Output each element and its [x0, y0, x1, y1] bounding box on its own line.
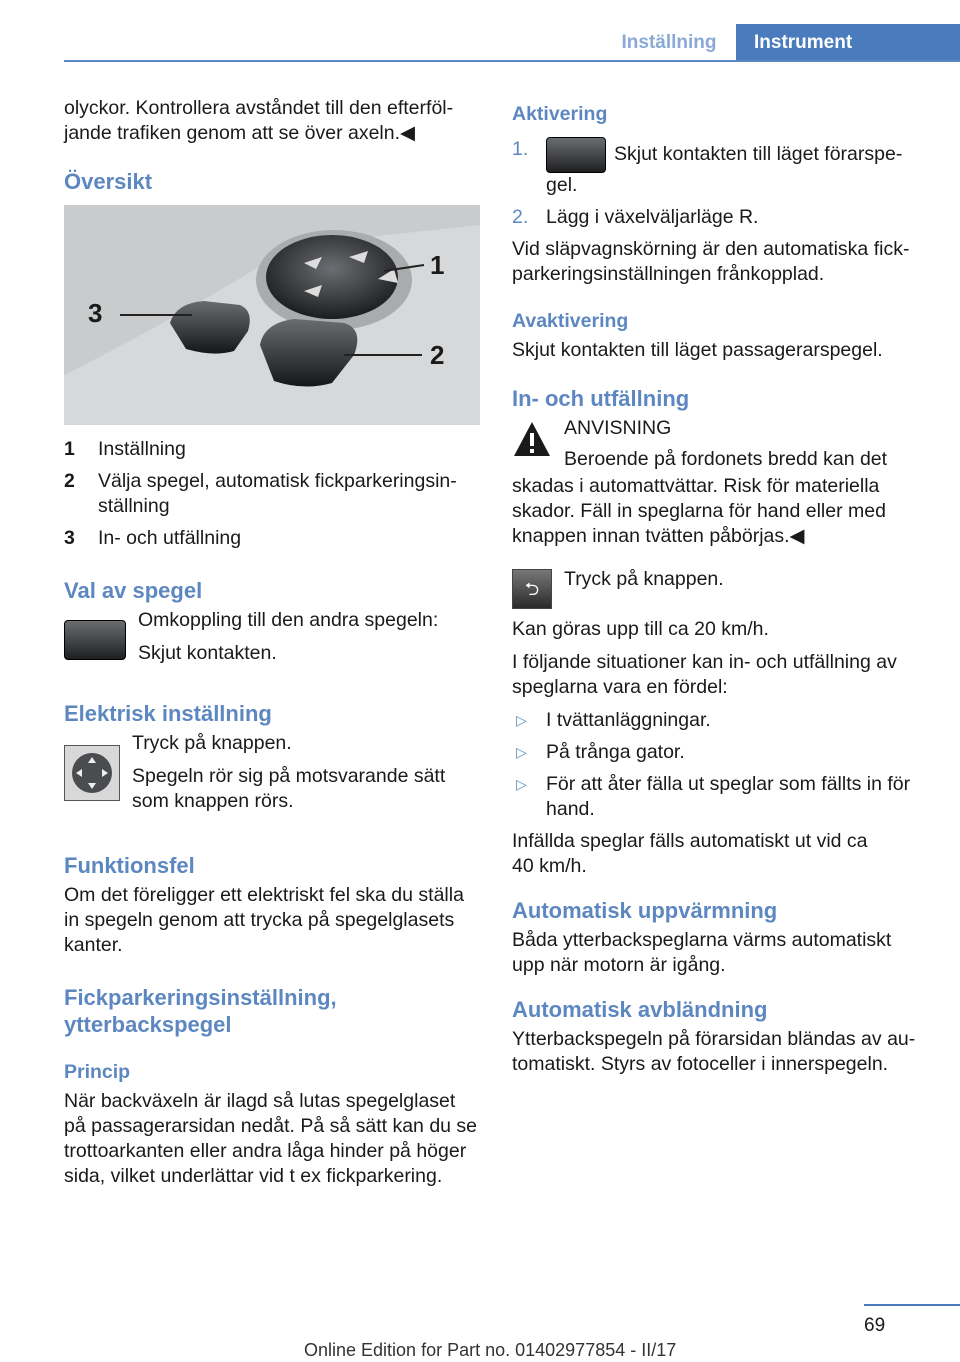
situation-list — [512, 708, 928, 822]
legend-item — [64, 437, 480, 462]
val-av-spegel-row — [64, 608, 480, 674]
bullet-text: I tvättanläggningar. — [546, 709, 711, 731]
photo-label-1: 1 — [430, 250, 445, 280]
mirror-select-switch-icon — [546, 137, 606, 173]
princip-heading: Princip — [64, 1061, 131, 1083]
legend-text: Inställning — [98, 438, 186, 460]
avaktivering-heading: Avaktivering — [512, 310, 629, 332]
legend-number: 2 — [64, 470, 75, 492]
bullet-text: På trånga gator. — [546, 741, 685, 763]
elektrisk-p1: Tryck på knappen. — [132, 732, 292, 754]
warning-label: ANVISNING — [564, 417, 672, 439]
legend-number: 1 — [64, 438, 75, 460]
list-item — [512, 708, 928, 733]
val-p2: Skjut kontakten. — [138, 642, 277, 664]
photo-label-3: 3 — [88, 298, 103, 328]
fickparkering-heading: Fickparkeringsinställning, ytterbackspegel — [64, 985, 337, 1037]
warning-notice — [512, 416, 928, 472]
mirror-control-illustration — [64, 205, 480, 425]
warning-text-first: Beroende på fordonets bredd kan det — [564, 448, 888, 470]
tryck-text: Tryck på knappen. — [564, 568, 724, 590]
avblandning-text: Ytterbackspegeln på förarsidan bländas av au‐tomatiskt. Styrs av fotoceller i innerspegeln. — [512, 1028, 916, 1075]
triangle-bullet-icon: ▷ — [516, 744, 527, 760]
step-text: Skjut kontakten till läget förarspe‐gel. — [546, 143, 903, 196]
photo-legend — [64, 437, 480, 551]
edition-footer: Online Edition for Part no. 01402977854 - II/17 — [304, 1340, 677, 1360]
list-item — [512, 740, 928, 765]
step-number: 1. — [512, 138, 529, 160]
aktivering-step — [512, 205, 928, 230]
aktivering-heading: Aktivering — [512, 103, 608, 125]
val-av-spegel-heading: Val av spegel — [64, 578, 203, 603]
step-number: 2. — [512, 206, 529, 228]
uppvarmning-heading: Automatisk uppvärmning — [512, 898, 778, 923]
uppvarmning-text: Båda ytterbackspeglarna värms automatiskt upp när motorn är igång. — [512, 929, 892, 976]
aktivering-step — [512, 137, 928, 198]
triangle-bullet-icon: ▷ — [516, 712, 527, 728]
header-divider — [64, 60, 960, 62]
mirror-control-photo — [64, 205, 480, 425]
warning-triangle-icon — [512, 420, 552, 460]
list-item — [512, 772, 928, 822]
left-column — [64, 96, 480, 1197]
intro-paragraph: olyckor. Kontrollera avståndet till den efterföl‐jande trafiken genom att se över axeln.◀ — [64, 97, 454, 144]
legend-item — [64, 469, 480, 519]
header-chapter-tab[interactable]: Instrument — [736, 24, 960, 62]
legend-number: 3 — [64, 527, 75, 549]
photo-label-2: 2 — [430, 340, 445, 370]
right-column — [512, 96, 928, 1085]
page-number: 69 — [864, 1315, 886, 1336]
elektrisk-p2: Spegeln rör sig på motsvarande sätt som knappen rörs. — [132, 765, 446, 812]
avaktivering-text: Skjut kontakten till läget passagerarspegel. — [512, 339, 883, 361]
funktionsfel-text: Om det föreligger ett elektriskt fel ska du ställa in spegeln genom att trycka på spegelglasets kanter. — [64, 884, 464, 956]
in-och-utfallning-heading: In- och utfällning — [512, 386, 690, 411]
speed-text: Kan göras upp till ca 20 km/h. — [512, 618, 769, 640]
elektrisk-row — [64, 731, 480, 822]
fold-button-row — [512, 567, 928, 609]
triangle-bullet-icon: ▷ — [516, 776, 527, 792]
aktivering-note: Vid släpvagnskörning är den automatiska fick‐parkeringsinställningen frånkopplad. — [512, 238, 910, 285]
mirror-select-switch-icon — [64, 620, 126, 660]
legend-text: In- och utfällning — [98, 527, 242, 549]
legend-item — [64, 526, 480, 551]
avblandning-heading: Automatisk avbländning — [512, 997, 768, 1022]
princip-text: När backväxeln är ilagd så lutas spegelglaset på passagerarsidan nedåt. På så sätt kan du se trottoarkanten eller andra låga hinder på höger sida, vilket underlättar vid t ex fickparkering. — [64, 1090, 478, 1187]
fold-mirror-button-icon: ⮌ — [512, 569, 552, 609]
situation-text: I följande situationer kan in- och utfällning av speglarna vara en fördel: — [512, 651, 897, 698]
mirror-adjust-joystick-icon — [64, 745, 120, 801]
oversikt-heading: Översikt — [64, 169, 153, 194]
bullet-text: För att åter fälla ut speglar som fällts in för hand. — [546, 773, 911, 820]
warning-text-rest: skadas i automattvättar. Risk för materiella skador. Fäll in speglarna för hand eller med knappen innan tvätten påbörjas.◀ — [512, 475, 886, 547]
header-section-tab[interactable]: Inställning — [621, 32, 717, 53]
funktionsfel-heading: Funktionsfel — [64, 853, 195, 878]
step-text: Lägg i växelväljarläge R. — [546, 206, 759, 228]
val-p1: Omkoppling till den andra spegeln: — [138, 609, 439, 631]
elektrisk-heading: Elektrisk inställning — [64, 701, 272, 726]
page-number-divider — [864, 1304, 960, 1306]
legend-text: Välja spegel, automatisk fickparkeringsin‐ställning — [98, 470, 457, 517]
aktivering-steps — [512, 137, 928, 230]
infallda-text: Infällda speglar fälls automatiskt ut vid ca 40 km/h. — [512, 830, 868, 877]
